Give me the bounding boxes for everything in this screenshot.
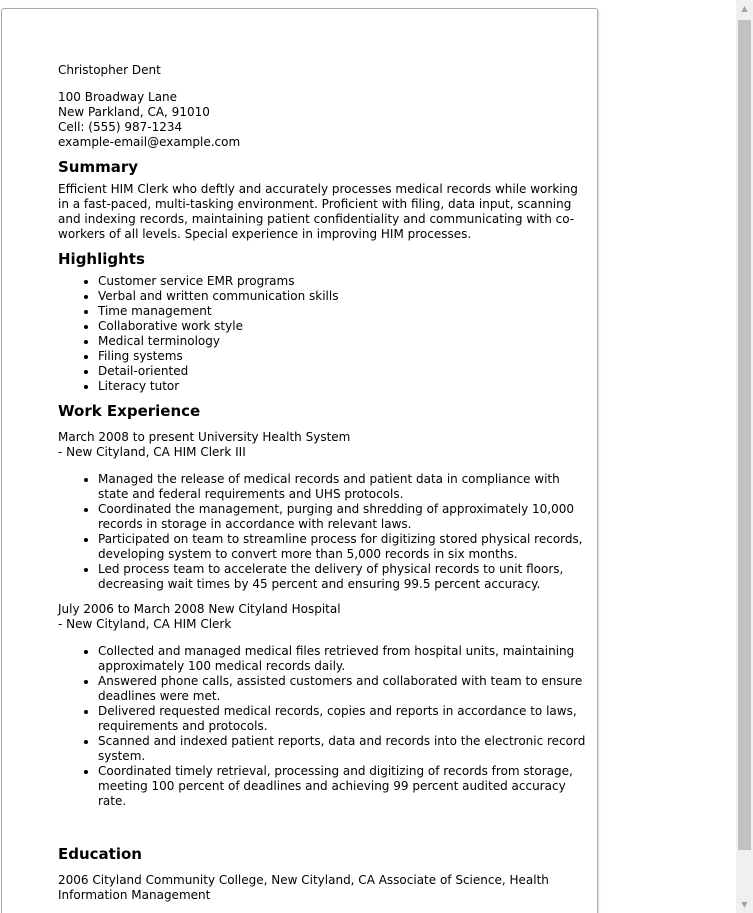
highlights-list [58,274,588,394]
address-line-1: 100 Broadway Lane [58,90,178,104]
job-duty: • Managed the release of medical records and patient data in compliance with state and federal requirements and UHS protocols. [98,472,588,502]
job-duty: • Collected and managed medical files retrieved from hospital units, maintaining approximately 100 medical records daily. [98,644,588,674]
address-line-2: New Parkland, CA, 91010 [58,105,210,119]
job-duty: • Coordinated the management, purging and shredding of approximately 10,000 records in storage in accordance with relevant laws. [98,502,588,532]
scroll-down-arrow-icon[interactable]: ▼ [741,900,748,909]
job-dates-employer: July 2006 to March 2008 New Cityland Hospital [58,602,341,616]
scroll-up-arrow-icon[interactable]: ▲ [741,4,748,13]
job-location-title: - New Cityland, CA HIM Clerk III [58,445,246,459]
scrollbar-thumb[interactable] [738,20,751,850]
email: example-email@example.com [58,135,241,149]
resume-content [58,63,588,903]
job-duty: • Delivered requested medical records, copies and reports in accordance to laws, requirements and protocols. [98,704,588,734]
highlight-item: • Verbal and written communication skills [98,289,588,304]
cell-phone: Cell: (555) 987-1234 [58,120,183,134]
job-entry [58,602,588,809]
contact-block [58,90,588,150]
job-entry [58,430,588,592]
resume-page [1,8,598,913]
highlight-item: • Literacy tutor [98,379,588,394]
job-duty: • Led process team to accelerate the delivery of physical records to unit floors, decreasing wait times by 45 percent and ensuring 99.5 percent accuracy. [98,562,588,592]
education-heading: Education [58,845,142,863]
job-duties-list [58,644,588,809]
job-duty: • Answered phone calls, assisted customers and collaborated with team to ensure deadlines were met. [98,674,588,704]
work-experience-heading: Work Experience [58,402,201,420]
highlight-item: • Collaborative work style [98,319,588,334]
summary-text: Efficient HIM Clerk who deftly and accurately processes medical records while working in a fast-paced, multi-tasking environment. Proficient with filing, data input, scanning and indexing records, maintaining patient confidentiality and communicating with co-workers of all levels. Special experience in improving HIM processes. [58,182,578,241]
highlight-item: • Filing systems [98,349,588,364]
job-duty: • Participated on team to streamline process for digitizing stored physical records, developing system to convert more than 5,000 records in six months. [98,532,588,562]
highlight-item: • Time management [98,304,588,319]
summary-heading: Summary [58,158,139,176]
candidate-name: Christopher Dent [58,63,161,77]
job-duty: • Coordinated timely retrieval, processing and digitizing of records from storage, meeting 100 percent of deadlines and achieving 99 percent audited accuracy rate. [98,764,588,809]
job-header [58,602,588,632]
job-header [58,430,588,460]
vertical-scrollbar[interactable] [736,0,753,913]
education-text: 2006 Cityland Community College, New Cityland, CA Associate of Science, Health Information Management [58,873,549,902]
job-duty: • Scanned and indexed patient reports, data and records into the electronic record system. [98,734,588,764]
job-location-title: - New Cityland, CA HIM Clerk [58,617,232,631]
highlight-item: • Customer service EMR programs [98,274,588,289]
job-duties-list [58,472,588,592]
job-dates-employer: March 2008 to present University Health System [58,430,351,444]
highlight-item: • Detail-oriented [98,364,588,379]
highlights-heading: Highlights [58,250,145,268]
highlight-item: • Medical terminology [98,334,588,349]
